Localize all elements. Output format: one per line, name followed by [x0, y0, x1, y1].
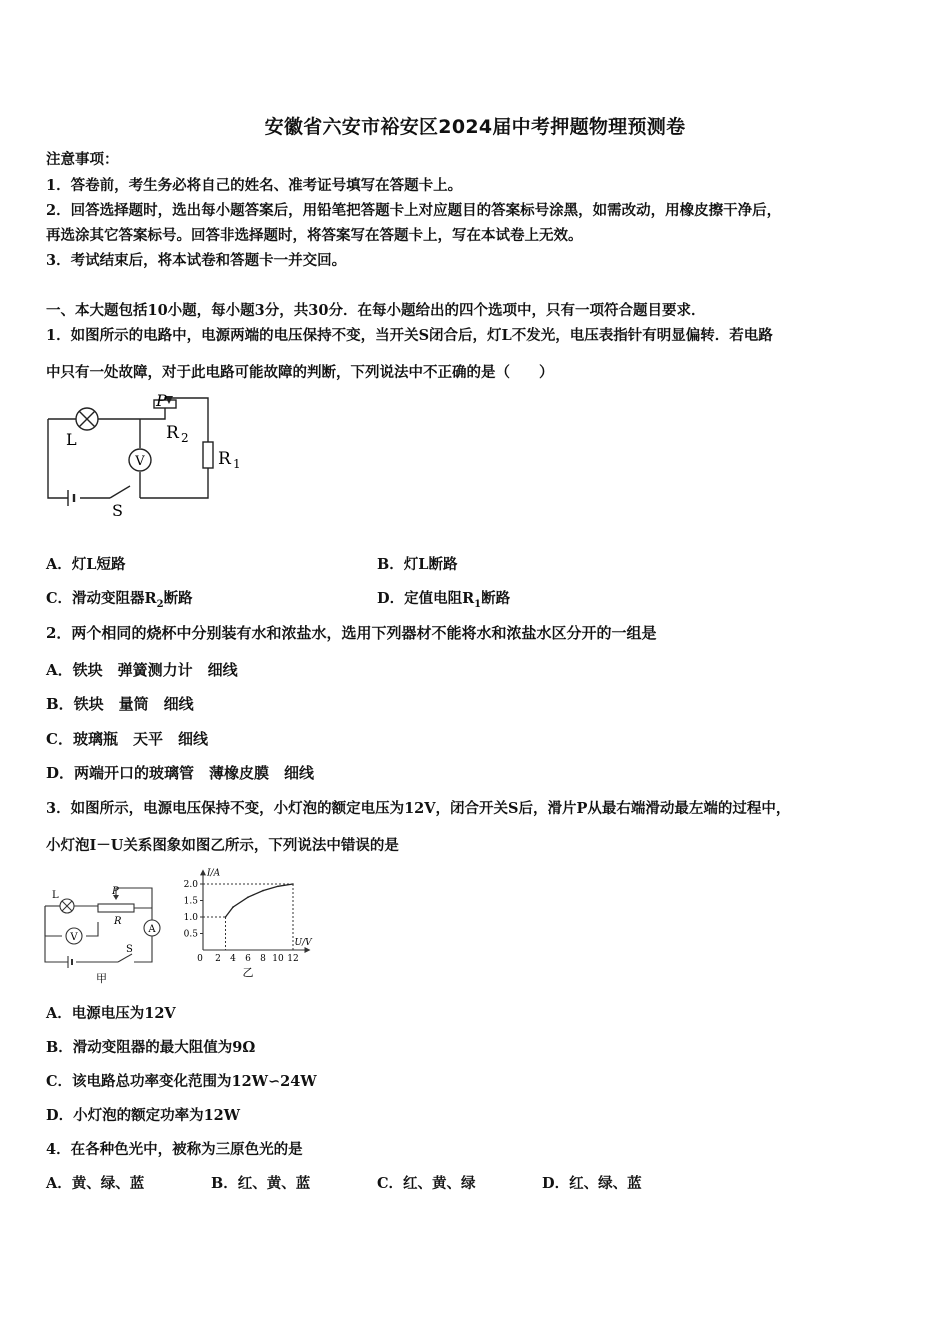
- notice-item: 1．答卷前，考生务必将自己的姓名、准考证号填写在答题卡上。: [46, 177, 463, 194]
- iu-curve-point: [225, 916, 227, 918]
- q2-option-a: A．铁块 弹簧测力计 细线: [46, 661, 238, 679]
- q4-option-c: C．红、黄、绿: [377, 1175, 476, 1192]
- q2-option-b: B．铁块 量筒 细线: [46, 695, 194, 713]
- x-tick-label: 0: [197, 954, 203, 964]
- y-tick-label: 2.0: [183, 880, 198, 890]
- figure-caption: 甲: [96, 972, 107, 985]
- q3-stem: 小灯泡I－U关系图象如图乙所示，下列说法中错误的是: [46, 837, 399, 854]
- q3-iu-chart: [175, 865, 325, 990]
- q3-stem: 3．如图所示，电源电压保持不变，小灯泡的额定电压为12V，闭合开关S后，滑片P从最右端滑动最左端的过程中，: [46, 800, 791, 817]
- notice-item: 3．考试结束后，将本试卷和答题卡一并交回。: [46, 252, 347, 269]
- r1-subscript: 1: [233, 457, 241, 471]
- y-tick-label: 1.5: [183, 896, 198, 907]
- q1-option-c: C．滑动变阻器$R_2$断路: [46, 590, 193, 610]
- notice-item: 再选涂其它答案标号。回答非选择题时，将答案写在答题卡上，写在本试卷上无效。: [46, 227, 583, 244]
- q4-option-b: B．红、黄、蓝: [211, 1175, 311, 1192]
- x-tick-label: 10: [272, 954, 284, 964]
- x-tick-label: 2: [215, 954, 221, 964]
- iu-curve-point: [262, 890, 264, 892]
- lamp-l-icon: [76, 408, 98, 430]
- switch-label: S: [112, 501, 123, 520]
- q3-circuit-figure: [40, 880, 165, 990]
- q4-stem: 4．在各种色光中，被称为三原色光的是: [46, 1141, 303, 1158]
- x-tick-label: 12: [287, 954, 299, 964]
- q2-option-c: C．玻璃瓶 天平 细线: [46, 730, 208, 748]
- resistor-r1: [203, 442, 213, 468]
- y-axis-label: I/A: [207, 868, 221, 879]
- notice-item: 2．回答选择题时，选出每小题答案后，用铅笔把答题卡上对应题目的答案标号涂黑，如需改动，用橡皮擦干净后，: [46, 202, 782, 219]
- x-tick-label: 8: [260, 954, 266, 964]
- q4-option-a: A．黄、绿、蓝: [46, 1175, 145, 1192]
- voltmeter-icon: [66, 928, 82, 944]
- page-title: 安徽省六安市裕安区2024届中考押题物理预测卷: [264, 116, 686, 138]
- y-tick-label: 0.5: [183, 929, 198, 940]
- x-tick-label: 6: [245, 954, 251, 964]
- q1-stem: 1．如图所示的电路中，电源两端的电压保持不变，当开关S闭合后，灯L不发光，电压表指针有明显偏转．若电路: [46, 327, 773, 344]
- iu-curve-point: [232, 906, 234, 908]
- switch-label: S: [126, 944, 133, 955]
- q1-option-d: D．定值电阻$R_1$断路: [377, 590, 511, 610]
- section-heading: 一、本大题包括10小题，每小题3分，共30分．在每小题给出的四个选项中，只有一项符合题目要求．: [46, 302, 706, 319]
- iu-curve-point: [247, 896, 249, 898]
- x-axis-label: U/V: [294, 938, 312, 948]
- iu-curve-point: [277, 886, 279, 888]
- ammeter-label: A: [148, 924, 156, 935]
- slider-label: P: [112, 886, 119, 897]
- q4-option-d: D．红、绿、蓝: [542, 1175, 642, 1192]
- rheostat-label: R: [114, 916, 122, 927]
- q1-stem: 中只有一处故障，对于此电路可能故障的判断，下列说法中不正确的是（ ）: [46, 364, 554, 381]
- q3-option-a: A．电源电压为12V: [46, 1005, 176, 1022]
- slider-label: P: [156, 391, 167, 410]
- q1-option-b: B．灯L断路: [377, 556, 458, 573]
- q2-stem: 2．两个相同的烧杯中分别装有水和浓盐水，选用下列器材不能将水和浓盐水区分开的一组是: [46, 624, 657, 642]
- voltmeter-icon: [129, 449, 151, 471]
- lamp-l-icon: [60, 899, 74, 913]
- x-tick-label: 4: [230, 954, 236, 964]
- q3-option-b: B．滑动变阻器的最大阻值为9Ω: [46, 1039, 256, 1056]
- q1-circuit-figure: [40, 390, 260, 520]
- q3-option-c: C．该电路总功率变化范围为12W∽24W: [46, 1073, 317, 1090]
- ammeter-icon: [144, 920, 160, 936]
- y-tick-label: 1.0: [183, 913, 198, 923]
- lamp-label: L: [66, 430, 77, 449]
- r1-label: R: [218, 449, 231, 469]
- notice-heading: 注意事项：: [46, 151, 119, 168]
- voltmeter-label: V: [135, 454, 145, 469]
- voltmeter-label: V: [70, 932, 78, 943]
- q2-option-d: D．两端开口的玻璃管 薄橡皮膜 细线: [46, 764, 315, 782]
- r2-subscript: 2: [181, 431, 189, 445]
- r2-label: R: [166, 423, 179, 443]
- q1-option-a: A．灯L短路: [46, 556, 126, 573]
- figure-caption: 乙: [242, 966, 254, 979]
- iu-curve-line: [226, 884, 294, 917]
- q3-option-d: D．小灯泡的额定功率为12W: [46, 1107, 241, 1124]
- y-axis-arrow: [200, 869, 206, 875]
- lamp-label: L: [52, 890, 59, 901]
- iu-curve-point: [292, 883, 294, 885]
